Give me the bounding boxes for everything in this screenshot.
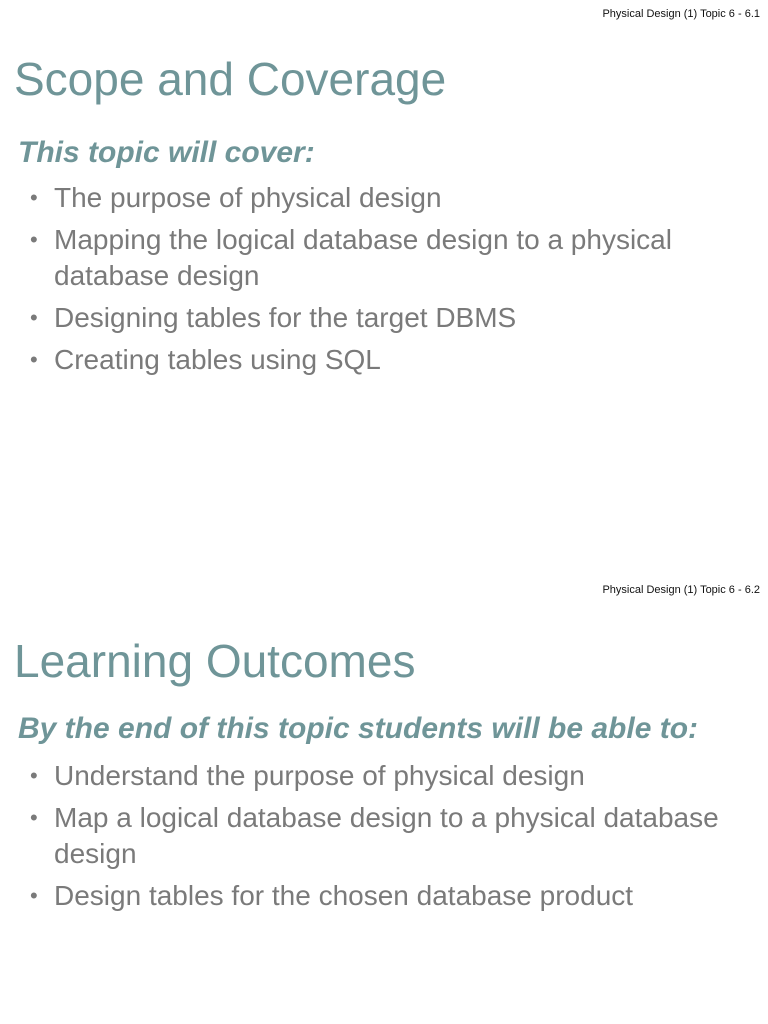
bullet-icon: • — [30, 305, 38, 330]
bullet-icon: • — [30, 763, 38, 788]
bullet-icon: • — [30, 805, 38, 830]
bullet-item — [30, 758, 750, 794]
bullet-icon: • — [30, 185, 38, 210]
bullet-item — [30, 878, 750, 914]
bullet-text: Design tables for the chosen database product — [54, 880, 634, 911]
bullet-text: Understand the purpose of physical design — [54, 760, 585, 791]
bullet-text: The purpose of physical design — [54, 182, 442, 213]
bullet-text: Mapping the logical database design to a physical database design — [54, 224, 672, 291]
bullet-text: Map a logical database design to a physical database design — [54, 802, 719, 869]
slide-title: Learning Outcomes — [14, 635, 416, 687]
bullet-item — [30, 180, 750, 216]
bullet-icon: • — [30, 347, 38, 372]
slide-header: Physical Design (1) Topic 6 - 6.2 — [602, 584, 760, 596]
bullet-icon: • — [30, 883, 38, 908]
bullet-text: Creating tables using SQL — [54, 344, 381, 375]
slide-header: Physical Design (1) Topic 6 - 6.1 — [602, 8, 760, 20]
slide-2 — [0, 576, 768, 1024]
slide-subtitle: By the end of this topic students will be able to: — [18, 712, 699, 745]
bullet-item — [30, 800, 750, 872]
bullet-list — [30, 180, 750, 384]
bullet-text: Designing tables for the target DBMS — [54, 302, 517, 333]
bullet-item — [30, 222, 750, 294]
bullet-item — [30, 342, 750, 378]
bullet-icon: • — [30, 227, 38, 252]
slide-subtitle: This topic will cover: — [18, 136, 315, 169]
bullet-item — [30, 300, 750, 336]
bullet-list — [30, 758, 750, 920]
slide-title: Scope and Coverage — [14, 53, 447, 105]
